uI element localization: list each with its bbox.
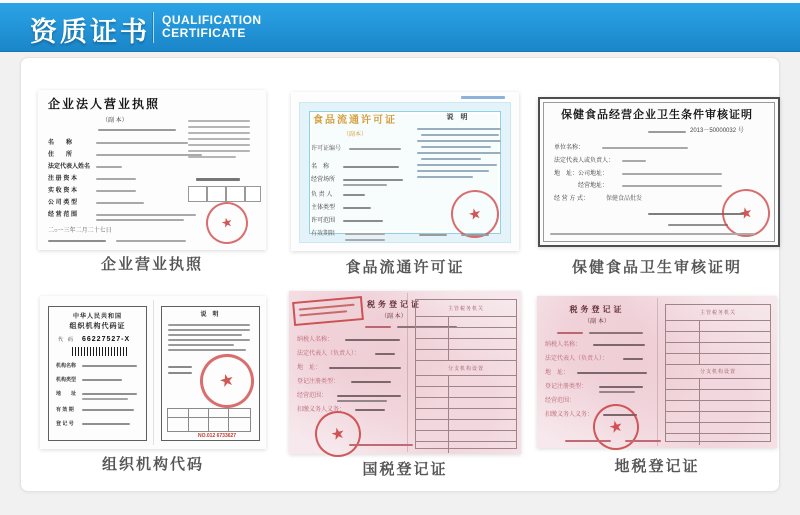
blurred-text-line	[355, 409, 385, 411]
cert1-field-label: 住 所	[48, 152, 73, 158]
blurred-text-line	[589, 332, 643, 334]
cert3-field-label: 经 营 方 式：	[554, 196, 590, 202]
blurred-text-line	[345, 233, 385, 235]
cert5-field-label: 扣缴义务人义务：	[297, 407, 346, 413]
blurred-text-line	[345, 339, 400, 341]
table-row	[416, 375, 516, 386]
annual-check-box	[188, 186, 207, 202]
blurred-text-line	[96, 202, 144, 204]
blurred-text-line	[421, 158, 481, 160]
cert4-field-label: 机构类型	[56, 377, 77, 383]
cert2-copy-label: （副本）	[343, 132, 368, 138]
cert4-serial-number: NO.012 6733627	[198, 433, 237, 439]
blurred-text-line	[599, 386, 643, 388]
blurred-text-line	[625, 440, 661, 442]
blurred-text-line	[351, 381, 391, 383]
cert6-field-label: 纳税人名称：	[545, 342, 582, 348]
table-row	[416, 316, 516, 327]
cert6-field-label: 法定代表人（负责人）：	[545, 356, 609, 362]
cert2-title: 食品流通许可证	[313, 115, 397, 126]
blurred-text-line	[421, 134, 499, 136]
cert2-note-header: 说 明	[446, 114, 468, 121]
blurred-text-line	[417, 128, 501, 130]
blurred-text-line	[188, 126, 250, 128]
blurred-text-line	[82, 398, 128, 400]
blurred-text-line	[623, 358, 643, 360]
blurred-text-line	[622, 185, 722, 187]
blurred-text-line	[622, 173, 722, 175]
cert3-number: 2013－50000032 号	[690, 128, 744, 134]
cert-local-tax[interactable]	[537, 296, 777, 448]
cert2-field-label: 许可范围	[311, 218, 336, 224]
page-crease	[153, 300, 154, 445]
blurred-text-line	[343, 220, 383, 222]
blurred-text-line	[168, 334, 242, 336]
cert5-field-label: 法定代表人（负责人）：	[297, 351, 361, 357]
cert4-country: 中华人民共和国	[72, 314, 122, 320]
cert4-code-value: 66227527-X	[82, 336, 131, 343]
blurred-text-line	[565, 440, 611, 442]
blurred-text-line	[365, 326, 391, 328]
blurred-text-line	[96, 142, 188, 144]
cert3-field-label: 法定代表人或负责人：	[554, 158, 615, 164]
cert6-title: 税务登记证	[569, 305, 625, 314]
blurred-text-line	[188, 132, 250, 134]
annual-check-table	[167, 408, 251, 432]
tax-office-table	[665, 304, 771, 442]
blurred-text-line	[168, 339, 250, 341]
subtitle-line2: CERTIFICATE	[162, 26, 246, 40]
red-stamp-box	[292, 296, 364, 326]
caption-health-food-audit: 保健食品卫生审核证明	[571, 259, 742, 276]
blurred-text-line	[96, 214, 196, 216]
blurred-text-line	[375, 353, 395, 355]
blurred-text-line	[349, 148, 401, 150]
cert-business-license[interactable]	[38, 90, 266, 250]
blurred-text-line	[82, 365, 137, 367]
seal-star-icon: ★	[329, 424, 348, 445]
blurred-text-line	[593, 344, 645, 346]
cert4-note-header: 说 明	[200, 312, 219, 318]
caption-business-license: 企业营业执照	[100, 256, 203, 273]
blurred-text-line	[329, 367, 401, 369]
seal-star-icon: ★	[466, 204, 484, 225]
blurred-text-line	[82, 379, 122, 381]
blurred-text-line	[343, 179, 403, 181]
blurred-text-line	[577, 372, 647, 374]
table-row	[666, 342, 770, 353]
cert1-field-label: 经 营 范 围	[48, 212, 78, 218]
cert4-field-label: 登 记 号	[56, 421, 74, 427]
blurred-text-line	[345, 239, 385, 241]
cert1-title: 企业法人营业执照	[48, 97, 161, 111]
annual-check-box	[207, 186, 226, 202]
blurred-text-line	[168, 329, 250, 331]
table-row	[416, 430, 516, 441]
blurred-text-line	[417, 164, 497, 166]
caption-organization-code: 组织机构代码	[101, 456, 204, 473]
tax-star-seal	[588, 399, 644, 455]
table-row	[666, 389, 770, 400]
table-row	[666, 400, 770, 411]
blurred-text-line	[188, 144, 250, 146]
cert1-field-label: 法定代表人姓名	[48, 164, 91, 170]
table-header: 分支机构设置	[416, 360, 516, 375]
cert5-field-label: 经营范围：	[297, 393, 328, 399]
blurred-text-line	[419, 234, 447, 236]
cert4-field-label: 机构名称	[56, 363, 77, 369]
cert6-copy-label: （副 本）	[584, 319, 610, 325]
section-title: 资质证书	[30, 17, 150, 47]
caption-food-permit: 食品流通许可证	[345, 259, 465, 276]
cert6-field-label: 登记注册类型：	[545, 384, 588, 390]
blurred-text-line	[299, 310, 347, 316]
cert1-field-label: 实 收 资 本	[48, 188, 78, 194]
blurred-text-line	[188, 138, 250, 140]
blurred-text-line	[557, 332, 583, 334]
blurred-text-line	[196, 178, 240, 181]
table-row	[416, 397, 516, 408]
cert4-code-label: 代 码	[58, 337, 74, 343]
blurred-text-line	[168, 349, 246, 351]
cert4-field-label: 有 效 期	[56, 407, 74, 413]
caption-national-tax: 国税登记证	[362, 461, 448, 478]
seal-star-icon: ★	[217, 369, 237, 392]
blurred-text-line	[602, 147, 688, 149]
blurred-text-line	[82, 423, 130, 425]
tax-star-seal	[310, 406, 366, 462]
cert2-validity-label: 有效期限	[311, 231, 336, 237]
section-subtitle-en	[162, 14, 262, 40]
page-crease	[657, 298, 658, 446]
cert5-field-label: 纳税人名称：	[297, 337, 334, 343]
cert2-field-label: 经营场所	[311, 177, 336, 183]
cert6-field-label: 扣缴义务人义务：	[545, 412, 594, 418]
subtitle-line1: QUALIFICATION	[162, 13, 262, 27]
cert1-date: 二○一三年二月二十七日	[48, 228, 112, 234]
blurred-text-line	[668, 224, 728, 226]
cert3-field-label: 经营地址：	[578, 183, 609, 189]
table-row	[666, 422, 770, 433]
cert5-title: 税务登记证	[367, 300, 422, 309]
blurred-text-line	[98, 129, 176, 131]
table-row	[666, 433, 770, 445]
red-round-seal	[202, 198, 253, 249]
blurred-text-line	[343, 184, 387, 186]
blurred-text-line	[82, 393, 137, 395]
cert2-no-label: 许可证编号	[311, 146, 342, 152]
annual-check-box	[245, 186, 261, 202]
blurred-text-line	[337, 395, 401, 397]
table-row	[416, 419, 516, 430]
blurred-text-line	[417, 152, 501, 154]
blurred-text-line	[343, 194, 365, 196]
cert3-field-label: 单位名称：	[554, 145, 585, 151]
section-header-banner	[0, 3, 800, 52]
blurred-text-line	[461, 234, 489, 236]
blurred-text-line	[96, 190, 136, 192]
blurred-text-line	[48, 240, 106, 242]
cert3-field-label: 地 址：公司地址：	[554, 171, 609, 177]
blurred-text-line	[168, 324, 250, 326]
blurred-text-line	[188, 120, 250, 122]
tax-office-table	[415, 299, 517, 449]
cert1-copy-label: （副 本）	[102, 118, 128, 124]
cert-national-tax[interactable]	[289, 291, 521, 454]
cert5-field-label: 地 址：	[297, 365, 322, 371]
table-row	[666, 353, 770, 364]
seal-star-icon: ★	[219, 213, 235, 232]
cert4-field-label: 地 址	[56, 391, 77, 397]
table-row	[416, 338, 516, 349]
cert3-mode-value: 保健食品批发	[606, 196, 643, 202]
table-row	[666, 320, 770, 331]
page-crease	[407, 293, 408, 452]
cert1-field-label: 公 司 类 型	[48, 200, 78, 206]
cert-organization-code[interactable]	[40, 296, 266, 449]
cert2-field-label: 名 称	[311, 164, 330, 170]
blurred-text-line	[116, 240, 186, 242]
blurred-text-line	[550, 233, 755, 235]
header-divider	[153, 12, 154, 43]
cert3-title: 保健食品经营企业卫生条件审核证明	[561, 109, 753, 121]
cert6-field-label: 地 址：	[545, 370, 570, 376]
blurred-text-line	[421, 146, 491, 148]
table-row	[666, 411, 770, 422]
table-row	[416, 327, 516, 338]
blurred-text-line	[622, 160, 646, 162]
cert5-copy-label: （副 本）	[381, 314, 407, 320]
blurred-text-line	[168, 366, 192, 368]
blurred-text-line	[599, 391, 635, 393]
table-row	[416, 349, 516, 360]
blurred-text-line	[349, 444, 413, 446]
cert-health-food-audit[interactable]	[538, 97, 780, 247]
table-header: 主管税务机关	[447, 305, 484, 312]
blurred-text-line	[343, 166, 399, 168]
table-row	[416, 386, 516, 397]
cert1-field-label: 名 称	[48, 140, 73, 146]
blurred-text-line	[96, 219, 184, 221]
blurred-text-line	[188, 156, 236, 158]
blurred-text-line	[96, 154, 202, 156]
blurred-text-line	[82, 409, 134, 411]
blurred-text-line	[417, 170, 489, 172]
annual-check-box	[226, 186, 245, 202]
blurred-text-line	[168, 372, 192, 374]
blurred-text-line	[168, 344, 234, 346]
blurred-text-line	[96, 178, 136, 180]
blurred-text-line	[343, 207, 371, 209]
cert2-field-label: 主体类型	[311, 205, 336, 211]
table-row	[666, 331, 770, 342]
blurred-text-line	[96, 166, 122, 168]
table-row	[666, 378, 770, 389]
table-row	[416, 441, 516, 453]
seal-star-icon: ★	[737, 203, 755, 224]
table-header: 分支机构设置	[666, 364, 770, 378]
blurred-text-line	[648, 131, 686, 133]
table-header: 主管税务机关	[699, 310, 736, 316]
blurred-serial-line	[461, 96, 505, 99]
cert5-field-label: 登记注册类型：	[297, 379, 340, 385]
blurred-text-line	[337, 400, 387, 402]
cert-food-permit[interactable]	[291, 92, 519, 251]
cert6-field-label: 经营范围：	[545, 398, 576, 404]
cert1-field-label: 注 册 资 本	[48, 176, 78, 182]
cert2-field-label: 负 责 人	[311, 192, 333, 198]
table-row	[416, 408, 516, 419]
blurred-text-line	[417, 140, 501, 142]
cert4-title: 组织机构代码证	[69, 323, 126, 330]
blurred-text-line	[417, 176, 473, 178]
blurred-text-line	[188, 150, 250, 152]
seal-star-icon: ★	[607, 417, 626, 438]
barcode	[72, 347, 128, 356]
caption-local-tax: 地税登记证	[614, 458, 700, 475]
